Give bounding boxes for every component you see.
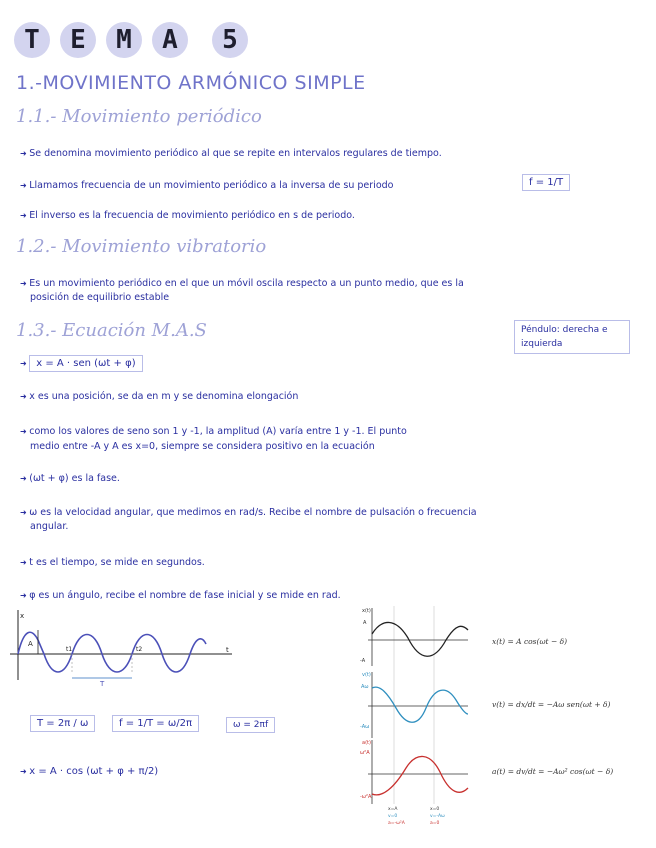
paragraph-9: ➜ t es el tiempo, se mide en segundos. bbox=[20, 556, 205, 570]
paragraph-6-line-1: ➜ como los valores de seno son 1 y -1, la amplitud (A) varía entre 1 y -1. El punto bbox=[20, 425, 407, 439]
graph-label-T: T bbox=[100, 680, 105, 688]
paragraph-10: ➜ φ es un ángulo, recibe el nombre de fase inicial y se mide en rad. bbox=[20, 589, 341, 603]
graph-label-A: A bbox=[28, 640, 33, 648]
paragraph-5: ➜ x es una posición, se da en m y se denomina elongación bbox=[20, 390, 298, 404]
sine-curve bbox=[18, 632, 206, 672]
title-letter: M bbox=[106, 22, 142, 58]
label-Aw: Aω bbox=[361, 684, 369, 690]
bottom-label-left-1: x=A bbox=[388, 807, 398, 812]
bottom-label-left-3: a=-ω²A bbox=[388, 821, 405, 826]
a-curve bbox=[372, 756, 468, 794]
graph-label-x: x bbox=[20, 612, 25, 620]
graph-label-t1: t1 bbox=[66, 646, 73, 653]
title-letter: A bbox=[152, 22, 188, 58]
paragraph-6-line-2: medio entre -A y A es x=0, siempre se considera positivo en la ecuación bbox=[30, 441, 375, 452]
paragraph-4-line-1: ➜ Es un movimiento periódico en el que un móvil oscila respecto a un punto medio, que es la bbox=[20, 277, 464, 291]
section-heading: 1.-MOVIMIENTO ARMÓNICO SIMPLE bbox=[16, 72, 366, 94]
bottom-label-right-1: x=0 bbox=[430, 807, 440, 812]
label-A: A bbox=[363, 620, 367, 626]
subheading-1-2: 1.2.- Movimiento vibratorio bbox=[16, 236, 267, 257]
note-line-2: izquierda bbox=[521, 339, 563, 349]
title-letter: E bbox=[60, 22, 96, 58]
formula-box-frequency-omega: f = 1/T = ω/2π bbox=[112, 715, 199, 732]
graph-label-t: t bbox=[226, 646, 229, 654]
paragraph-4-line-2: posición de equilibrio estable bbox=[30, 292, 170, 303]
sine-graph bbox=[6, 608, 236, 688]
formula-box-omega: ω = 2πf bbox=[226, 717, 275, 733]
formula-velocity: v(t) = dx/dt = −Aω sen(ωt + δ) bbox=[492, 700, 611, 709]
label-at: a(t) bbox=[362, 740, 371, 746]
title-number: 5 bbox=[212, 22, 248, 58]
formula-position: x(t) = A cos(ωt − δ) bbox=[492, 637, 568, 646]
note-line-1: Péndulo: derecha e bbox=[521, 325, 608, 335]
equation-1: x = A · sen (ωt + φ) bbox=[29, 355, 142, 372]
label-vt: v(t) bbox=[362, 672, 371, 678]
title-row bbox=[14, 22, 248, 66]
shm-plots bbox=[360, 604, 472, 830]
paragraph-2: ➜ Llamamos frecuencia de un movimiento periódico a la inversa de su periodo bbox=[20, 179, 393, 193]
label-xt: x(t) bbox=[362, 608, 371, 614]
graph-label-t2: t2 bbox=[136, 646, 143, 653]
paragraph-8-line-2: angular. bbox=[30, 521, 69, 532]
bottom-label-right-3: a=0 bbox=[430, 821, 440, 826]
subheading-1-3: 1.3.- Ecuación M.A.S bbox=[16, 320, 207, 341]
label-minus-Aw2: -ω²A bbox=[360, 794, 372, 800]
arrow-icon: ➜ bbox=[20, 359, 30, 368]
paragraph-8-line-1: ➜ ω es la velocidad angular, que medimos en rad/s. Recibe el nombre de pulsación o frecuencia bbox=[20, 506, 477, 520]
label-Aw2: ω²A bbox=[360, 750, 370, 756]
subheading-1-1: 1.1.- Movimiento periódico bbox=[16, 106, 262, 127]
formula-box-period: T = 2π / ω bbox=[30, 715, 95, 732]
arrow-icon: ➜ bbox=[20, 767, 30, 776]
paragraph-1: ➜ Se denomina movimiento periódico al que se repite en intervalos regulares de tiempo. bbox=[20, 147, 442, 161]
x-curve bbox=[372, 622, 468, 656]
equation-1-row bbox=[20, 357, 143, 371]
title-letter: T bbox=[14, 22, 50, 58]
formula-box-frequency: f = 1/T bbox=[522, 174, 570, 191]
paragraph-7: ➜ (ωt + φ) es la fase. bbox=[20, 472, 120, 486]
bottom-label-right-2: v=-Aω bbox=[430, 814, 445, 819]
paragraph-3: ➜ El inverso es la frecuencia de movimiento periódico en s de periodo. bbox=[20, 209, 355, 223]
equation-2 bbox=[20, 765, 158, 779]
formula-acceleration: a(t) = dv/dt = −Aω² cos(ωt − δ) bbox=[492, 767, 614, 776]
v-curve bbox=[372, 687, 468, 722]
bottom-label-left-2: v=0 bbox=[388, 814, 398, 819]
label-minus-A: -A bbox=[360, 658, 366, 664]
equation-2-text: x = A · cos (ωt + φ + π/2) bbox=[29, 766, 159, 777]
note-box bbox=[514, 320, 630, 354]
label-minus-Aw: -Aω bbox=[360, 724, 370, 730]
